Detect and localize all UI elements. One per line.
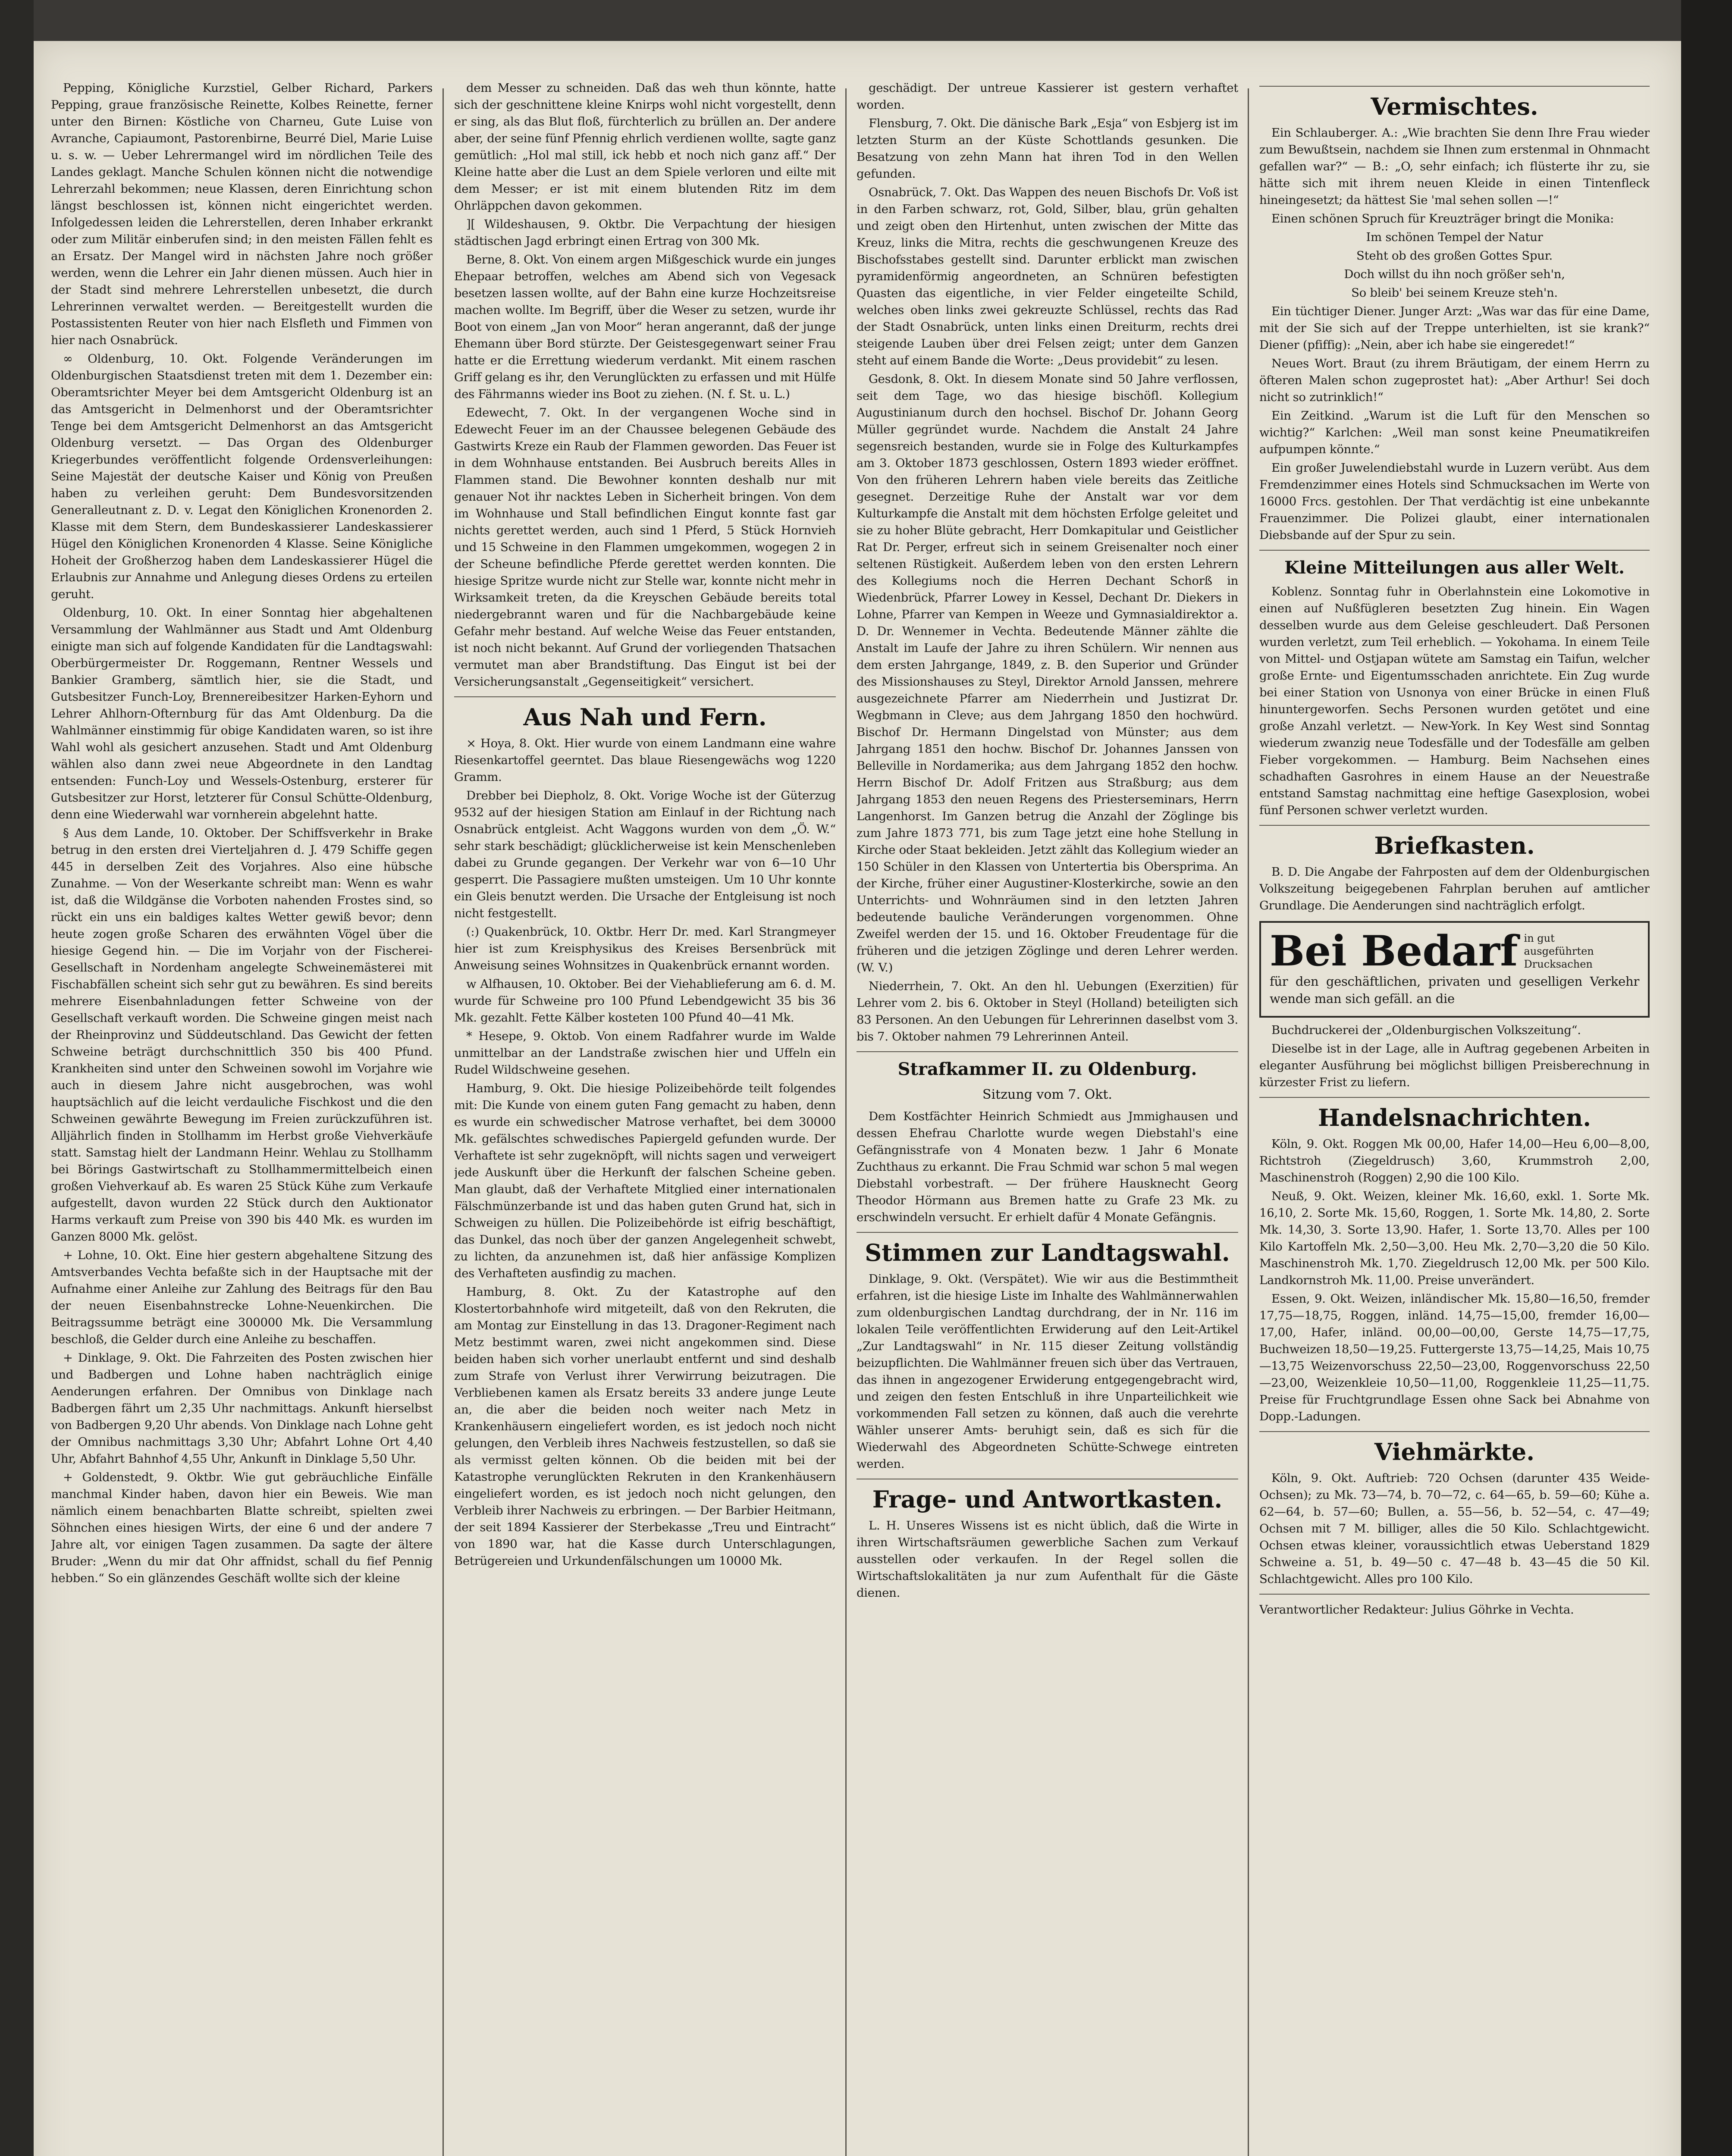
article-paragraph: Edewecht, 7. Okt. In der vergangenen Woche sind in Edewecht Feuer im an der Chaussee belegenen Gebäude des Gastwirts Kreze ein Raub der Flammen geworden. Das Feuer ist in dem Wohnhause entstanden. Bei Ausbruch bereits Alles in Flammen stand. Die Bewohner konnten deshalb nur mit genauer Not ihr nacktes Leben in Sicherheit bringen. Von dem im Wohnhause und Stall befindlichen Eingut konnte fast gar nichts gerettet werden, auch sind 1 Pferd, 5 Stück Hornvieh und 15 Schweine in den Flammen umgekommen, wogegen 2 in der Scheune befindliche Pferde gerettet werden konnten. Die hiesige Spritze wurde nicht zur Stelle war, konnte nicht mehr in Wirksamkeit treten, da die Kreyschen Gebäude bereits total niedergebrannt waren und für die Nachbargebäude keine Gefahr mehr bestand. Auf welche Weise das Feuer entstanden, ist noch nicht bekannt. Auf Grund der vorliegenden Thatsachen vermutet man aber Brandstiftung. Das Eingut ist bei der Versicherungsanstalt „Gegenseitigkeit“ versichert. bbox=[454, 406, 836, 689]
article-paragraph: × Hoya, 8. Okt. Hier wurde von einem Landmann eine wahre Riesenkartoffel geerntet. Das blaue Riesengewächs wog 1220 Gramm. bbox=[454, 736, 836, 784]
article-paragraph: + Goldenstedt, 9. Oktbr. Wie gut gebräuchliche Einfälle manchmal Kinder haben, davon hier ein Beweis. Wie man nämlich einem benachbarten Blatte schreibt, spielten zwei Söhnchen eines hiesigen Wirts, der eine 6 und der andere 7 Jahre alt, vor einigen Tagen zusammen. Da sagte der ältere Bruder: „Wenn du mir dat Ohr affnidst, schall du fief Pennig hebben.“ So ein glänzendes Geschäft wollte sich der kleine bbox=[51, 1470, 433, 1585]
verse-line: Doch willst du ihn noch größer seh'n, bbox=[1344, 267, 1565, 281]
article-paragraph: ][ Wildeshausen, 9. Oktbr. Die Verpachtung der hiesigen städtischen Jagd erbringt einen Ertrag von 300 Mk. bbox=[454, 217, 836, 248]
ad-side-text: in gut ausgeführten Drucksachen bbox=[1524, 932, 1594, 970]
section-rule bbox=[454, 696, 836, 697]
column-1 bbox=[51, 80, 433, 2156]
column-3 bbox=[857, 80, 1238, 2156]
editor-line: Verantwortlicher Redakteur: Julius Göhrke in Vechta. bbox=[1259, 1603, 1574, 1617]
article-paragraph: Buchdruckerei der „Oldenburgischen Volkszeitung“. bbox=[1271, 1023, 1581, 1037]
article-paragraph: Flensburg, 7. Okt. Die dänische Bark „Esja“ von Esbjerg ist im letzten Sturm an der Küste Schottlands gesunken. Die Besatzung von zehn Mann hat ihren Tod in den Wellen gefunden. bbox=[857, 116, 1238, 181]
section-heading: Strafkammer II. zu Oldenburg. bbox=[897, 1059, 1197, 1079]
article-paragraph: Essen, 9. Okt. Weizen, inländischer Mk. 15,80—16,50, fremder 17,75—18,75, Roggen, inländ. 14,75—15,00, fremder 16,00—17,00, Hafer, inländ. 00,00—00,00, Gerste 14,75—17,75, Buchweizen 18,50—19,25. Futtergerste 13,75—14,25, Mais 10,75—13,75 Weizenvorschuss 22,50—23,00, Roggenvorschuss 22,50—23,00, Weizenkleie 10,50—11,00, Roggenkleie 11,25—11,75. Preise für Fruchtgrundlage Essen ohne Sack bei Abnahme von Dopp.-Ladungen. bbox=[1259, 1292, 1650, 1423]
article-paragraph: § Aus dem Lande, 10. Oktober. Der Schiffsverkehr in Brake betrug in den ersten drei Vierteljahren d. J. 479 Schiffe gegen 445 in derselben Zeit des Vorjahres. Also eine hübsche Zunahme. — Von der Weserkante schreibt man: Wenn es wahr ist, daß die Wildgänse die Vorboten nahenden Frostes sind, so rückt ein uns ein baldiges kaltes Wetter gewiß bevor; denn heute zogen große Scharen des erwähnten Vögel über die hiesige Gegend hin. — Die im Vorjahr von der Fischerei-Gesellschaft in Nordenham angelegte Schweinemästerei mit Fischabfällen scheint sich sehr gut zu bewähren. Es sind bereits mehrere Eisenbahnladungen fetter Schweine von der Gesellschaft verkauft worden. Die Schweine gingen meist nach der Rheinprovinz und Süddeutschland. Das Gewicht der fetten Schweine beträgt durchschnittlich 350 bis 400 Pfund. Krankheiten sind unter den Schweinen sowohl im Vorjahre wie auch in diesem Jahre nicht ausgebrochen, was wohl hauptsächlich auf die leicht verdauliche Fischkost und die den Schweinen gewährte Bewegung im Freien zurückzuführen ist. Alljährlich finden in Stollhamm im Herbst große Viehverkäufe statt. Samstag hielt der Landmann Heinr. Wehlau zu Stollhamm bei Börings Gastwirtschaft zu Stollhammermittelbeich einen großen Viehverkauf ab. Es waren 25 Stück Kühe zum Verkaufe aufgestellt, davon wurden 22 Stück durch den Auktionator Harms verkauft zum Preise von 390 bis 440 Mk. es wurden im Ganzen 8000 Mk. gelöst. bbox=[51, 826, 433, 1244]
article-paragraph: Dem Kostfächter Heinrich Schmiedt aus Jmmighausen und dessen Ehefrau Charlotte wurde wegen Diebstahl's eine Gefängnisstrafe von 4 Monaten bezw. 1 Jahr 6 Monate Zuchthaus zu erkannt. Die Frau Schmid war schon 5 mal wegen Diebstahl vorbestraft. — Der frühere Hausknecht Georg Theodor Hörmann aus Bremen hatte zu Grafe 23 Mk. zu erschwindeln versucht. Er erhielt dafür 4 Monate Gefängnis. bbox=[857, 1109, 1238, 1224]
newspaper-page bbox=[34, 41, 1681, 2156]
section-rule bbox=[857, 1232, 1238, 1233]
article-paragraph: B. D. Die Angabe der Fahrposten auf dem der Oldenburgischen Volkszeitung beigegebenen Fahrplan beruhen auf amtlicher Grundlage. Die Aenderungen sind nachträglich erfolgt. bbox=[1259, 865, 1650, 912]
article-paragraph: Pepping, Königliche Kurzstiel, Gelber Richard, Parkers Pepping, graue französische Reinette, Kolbes Reinette, ferner unter den Birnen: Köstliche von Charneu, Gute Luise von Avranche, Capiaumont, Pastorenbirne, Beurré Diel, Marie Luise u. s. w. — Ueber Lehrermangel wird im nördlichen Teile des Landes geklagt. Manche Schulen können nicht die notwendige Lehrerzahl bekommen; neue Klassen, deren Einrichtung schon längst beschlossen ist, können nicht eingerichtet werden. Infolgedessen leiden die Lehrerstellen, deren Inhaber erkrankt oder zum Militär einberufen sind; in den meisten Fällen fehlt es an Ersatz. Der Mangel wird in nächsten Jahre noch größer werden, wenn die Lehrer ein Jahr dienen müssen. Auch hier in der Stadt sind mehrere Lehrerstellen unbesetzt, die durch Lehrerinnen verwaltet werden. — Bereitgestellt wurden die Postassistenten Reuter von hier nach Elsfleth und Fimmen von hier nach Osnabrück. bbox=[51, 81, 433, 347]
article-paragraph: Ein großer Juwelendiebstahl wurde in Luzern verübt. Aus dem Fremdenzimmer eines Hotels sind Schmucksachen im Werte von 16000 Frcs. gestohlen. Der That verdächtig ist eine unbekannte Frauenzimmer. Die Polizei glaubt, einer internationalen Diebsbande auf der Spur zu sein. bbox=[1259, 461, 1650, 542]
article-paragraph: Ein tüchtiger Diener. Junger Arzt: „Was war das für eine Dame, mit der Sie sich auf der Treppe unterhielten, ist sie krank?“ Diener (pfiffig): „Nein, aber ich habe sie eingeredet!“ bbox=[1259, 304, 1650, 352]
article-paragraph: dem Messer zu schneiden. Daß das weh thun könnte, hatte sich der geschnittene kleine Knirps wohl nicht vorgestellt, denn er sing, als das Blut floß, fürchterlich zu brüllen an. Der andere aber, der seine fünf Pfennig ehrlich verdienen wollte, sagte ganz gemütlich: „Hol mal still, ick hebb et noch nich ganz aff.“ Der Kleine hatte aber die Lust an dem Spiele verloren und eilte mit dem Messer; er ist mit einem blutenden Ritz im dem Ohrläppchen davon gekommen. bbox=[454, 81, 836, 213]
column-rule bbox=[442, 88, 444, 2156]
section-rule bbox=[1259, 86, 1650, 87]
left-binding-edge bbox=[0, 0, 34, 2156]
column-2 bbox=[454, 80, 836, 2156]
section-rule bbox=[1259, 825, 1650, 826]
verse-line: So bleib' bei seinem Kreuze steh'n. bbox=[1351, 286, 1558, 300]
article-paragraph: Köln, 9. Okt. Roggen Mk 00,00, Hafer 14,00—Heu 6,00—8,00, Richtstroh (Ziegeldrusch) 3,60, Krummstroh 2,00, Maschinenstroh (Roggen) 2,90 die 100 Kilo. bbox=[1259, 1137, 1650, 1185]
section-rule bbox=[857, 1051, 1238, 1052]
verse-line: Steht ob des großen Gottes Spur. bbox=[1356, 249, 1553, 263]
article-paragraph: Berne, 8. Okt. Von einem argen Mißgeschick wurde ein junges Ehepaar betroffen, welches am Abend sich von Vegesack besetzen lassen wollte, auf der Bahn eine kurze Hochzeitsreise machen wollte. Im Begriff, über die Weser zu setzen, wurde ihr Boot von einem „Jan von Moor“ heran angerannt, daß der junge Ehemann über Bord stürzte. Der Geistesgegenwart seiner Frau hatte er die Errettung wiederum verdankt. Mit einem raschen Griff gelang es ihr, den Verunglückten zu erfassen und mit Hülfe des Fährmanns wieder ins Boot zu ziehen. (N. f. St. u. L.) bbox=[454, 253, 836, 401]
column-rule bbox=[1248, 88, 1249, 2156]
section-heading: Briefkasten. bbox=[1374, 832, 1535, 859]
article-paragraph: Ein Zeitkind. „Warum ist die Luft für den Menschen so wichtig?“ Karlchen: „Weil man sonst keine Pneumatikreifen aufpumpen könnte.“ bbox=[1259, 409, 1650, 456]
section-heading: Stimmen zur Landtagswahl. bbox=[865, 1239, 1230, 1266]
article-paragraph: Neues Wort. Braut (zu ihrem Bräutigam, der einem Herrn zu öfteren Malen schon zugeprostet hat): „Aber Arthur! Sei doch nicht so zutrinklich!“ bbox=[1259, 357, 1650, 404]
advertisement-box bbox=[1259, 921, 1650, 1018]
article-paragraph: Koblenz. Sonntag fuhr in Oberlahnstein eine Lokomotive in einen auf Nußfügleren besetzten Zug hinein. Ein Wagen desselben wurde aus dem Geleise geschleudert. Daß Personen wurden verletzt, zum Teil erheblich. — Yokohama. In einem Teile von Mittel- und Ostjapan wütete am Samstag ein Taifun, welcher große Ernte- und Eigentumsschaden anrichtete. Ein Zug wurde bei einer Station von Usnonya von einer Brücke in einen Fluß hinuntergeworfen. Sechs Personen wurden getötet und eine große Anzahl verletzt. — New-York. In Key West sind Sonntag wiederum zwanzig neue Todesfälle und der Todesfälle am gelben Fieber vorgekommen. — Hamburg. Beim Nachsehen eines schadhaften Gasrohres in einem Hause an der Neuestraße entstand Samstag nachmittag eine heftige Gasexplosion, wobei fünf Personen schwer verletzt wurden. bbox=[1259, 585, 1650, 817]
article-paragraph: * Hesepe, 9. Oktob. Von einem Radfahrer wurde im Walde unmittelbar an der Landstraße zwischen hier und Uffeln ein Rudel Wildschweine gesehen. bbox=[454, 1029, 836, 1077]
ad-body: für den geschäftlichen, privaten und geselligen Verkehr wende man sich gefäll. an die bbox=[1270, 974, 1639, 1006]
section-heading: Handelsnachrichten. bbox=[1318, 1104, 1591, 1131]
article-paragraph: Neuß, 9. Okt. Weizen, kleiner Mk. 16,60, exkl. 1. Sorte Mk. 16,10, 2. Sorte Mk. 15,60, Roggen, 1. Sorte Mk. 14,80, 2. Sorte Mk. 14,30, 3. Sorte 13,90. Hafer, 1. Sorte 13,70. Alles per 100 Kilo Kartoffeln Mk. 2,50—3,00. Heu Mk. 2,70—3,20 die 50 Kilo. Maschinenstroh Mk. 1,70. Ziegeldrusch 12,00 Mk. per 500 Kilo. Landkornstroh Mk. 11,00. Preise unverändert. bbox=[1259, 1189, 1650, 1287]
section-rule bbox=[1259, 1594, 1650, 1595]
column-4 bbox=[1259, 80, 1650, 2156]
article-paragraph: Köln, 9. Okt. Auftrieb: 720 Ochsen (darunter 435 Weide-Ochsen); zu Mk. 73—74, b. 70—72, c. 64—65, b. 59—60; Kühe a. 62—64, b. 57—60; Bullen, a. 55—56, b. 52—54, c. 47—49; Ochsen mit 7 M. billiger, alles die 50 Kilo. Schlachtgewicht. Ochsen etwas kleiner, voraussichtlich etwas Ueberstand 1829 Schweine a. 51, b. 49—50 c. 47—48 b. 43—45 die 50 Kil. Schlachtgewicht. Alles pro 100 Kilo. bbox=[1259, 1471, 1650, 1586]
ad-title: Bei Bedarf bbox=[1270, 927, 1518, 975]
article-paragraph: + Dinklage, 9. Okt. Die Fahrzeiten des Posten zwischen hier und Badbergen und Lohne haben nachträglich einige Aenderungen erfahren. Der Omnibus von Dinklage nach Badbergen fährt um 2,35 Uhr nachmittags. Ankunft hierselbst von Badbergen 9,20 Uhr abends. Von Dinklage nach Lohne geht der Omnibus nachmittags 3,30 Uhr; Abfahrt Lohne Ort 4,40 Uhr, Abfahrt Bahnhof 4,55 Uhr, Ankunft in Dinklage 5,50 Uhr. bbox=[51, 1351, 433, 1466]
article-paragraph: Drebber bei Diepholz, 8. Okt. Vorige Woche ist der Güterzug 9532 auf der hiesigen Station am Einlauf in der Richtung nach Osnabrück entgleist. Acht Waggons wurden von dem „Ö. W.“ sehr stark beschädigt; glücklicherweise ist kein Menschenleben dabei zu Grunde gegangen. Der Verkehr war von 6—10 Uhr gesperrt. Die Passagiere mußten umsteigen. Um 10 Uhr konnte ein Gleis benutzt werden. Die Ursache der Entgleisung ist noch nicht festgestellt. bbox=[454, 789, 836, 920]
section-heading: Vermischtes. bbox=[1371, 93, 1538, 120]
article-paragraph: Dieselbe ist in der Lage, alle in Auftrag gegebenen Arbeiten in eleganter Ausführung bei möglichst billigen Preisberechnung in kürzester Frist zu liefern. bbox=[1259, 1042, 1650, 1089]
section-rule bbox=[1259, 550, 1650, 551]
section-heading: Kleine Mitteilungen aus aller Welt. bbox=[1284, 558, 1625, 578]
article-paragraph: (:) Quakenbrück, 10. Oktbr. Herr Dr. med. Karl Strangmeyer hier ist zum Kreisphysikus des Kreises Bersenbrück mit Anweisung seines Wohnsitzes in Quakenbrück ernannt worden. bbox=[454, 925, 836, 972]
article-paragraph: + Lohne, 10. Okt. Eine hier gestern abgehaltene Sitzung des Amtsverbandes Vechta befaßte sich in der Hauptsache mit der Aufnahme einer Anleihe zur Zahlung des Beitrags für den Bau der neuen Eisenbahnstrecke Lohne-Neuenkirchen. Die Beitragssumme beträgt eine 300000 Mk. Die Versammlung beschloß, die Gelder durch eine Anleihe zu beschaffen. bbox=[51, 1248, 433, 1346]
section-heading: Frage- und Antwortkasten. bbox=[872, 1485, 1223, 1513]
article-paragraph: Oldenburg, 10. Okt. In einer Sonntag hier abgehaltenen Versammlung der Wahlmänner aus Stadt und Amt Oldenburg einigte man sich auf folgende Kandidaten für die Landtagswahl: Oberbürgermeister Dr. Roggemann, Rentner Wessels und Bankier Gramberg, sämtlich hier, sie die Stadt, und Gutsbesitzer Funch-Loy, Brennereibesitzer Harken-Eyhorn und Lehrer Ahlhorn-Ofternburg für das Amt Oldenburg. Da die Wahlmänner einstimmig für obige Kandidaten waren, so ist ihre Wahl wohl als gesichert anzusehen. Stadt und Amt Oldenburg wählen also dann zwei neue Abgeordnete in den Landtag entsenden: Funch-Loy und Wessels-Ostenburg, ersterer für Gutsbesitzer zur Horst, letzterer für Consul Schütte-Oldenburg, denn eine Wiederwahl war vornherein abgelehnt hatte. bbox=[51, 606, 433, 821]
article-paragraph: Hamburg, 8. Okt. Zu der Katastrophe auf den Klostertorbahnhofe wird mitgeteilt, daß von den Rekruten, die am Montag zur Einstellung in das 13. Dragoner-Regiment nach Metz bestimmt waren, zwei nicht angekommen sind. Diese beiden haben sich vorher unerlaubt entfernt und sind deshalb zum Strafe von Verlust ihrer Verwirrung beizutragen. Die Verbliebenen kamen als Ersatz bereits 33 andere junge Leute an, die aber die beiden noch weiter nach Metz in Krankenhäusern eingeliefert worden, es ist jedoch noch nicht gelungen, den Verbleib ihres Nachweis festzustellen, so daß sie als vermisst gelten können. Ob die beiden mit bei der Katastrophe verunglückten Rekruten in den Krankenhäusern eingeliefert worden, es ist jedoch noch nicht gelungen, den Verbleib ihrer Nachweis zu erbringen. — Der Barbier Heitmann, der seit 1894 Kassierer der Sterbekasse „Treu und Eintracht“ von 1890 war, hat die Kasse durch Unterschlagungen, Betrügereien und Urkundenfälschungen um 10000 Mk. bbox=[454, 1285, 836, 1568]
article-paragraph: Dinklage, 9. Okt. (Verspätet). Wie wir aus die Bestimmtheit erfahren, ist die hiesige Liste im Inhalte des Wahlmännerwahlen zum oldenburgischen Landtag durchdrang, der in Nr. 116 im lokalen Teile veröffentlichten Erwiderung auf den Leit-Artikel „Zur Landtagswahl“ in Nr. 115 dieser Zeitung vollständig beizupflichten. Die Wahlmänner freuen sich über das Vertrauen, das ihnen in angezogener Erwiderung entgegengebracht wird, und zeigen den festen Entschluß in ihre Unparteilichkeit wie vorkommenden Fall setzen zu können, daß auch die verehrte Wähler unserer Amts- beruhigt sein, daß es sich für die Wiederwahl des Abgeordneten Schütte-Schwege eintreten werden. bbox=[857, 1272, 1238, 1471]
section-rule bbox=[1259, 1097, 1650, 1098]
section-heading: Viehmärkte. bbox=[1374, 1438, 1535, 1466]
article-paragraph: Hamburg, 9. Okt. Die hiesige Polizeibehörde teilt folgendes mit: Die Kunde von einem guten Fang gemacht zu haben, denn es wurde ein schwedischer Matrose verhaftet, bei dem 30000 Mk. gefälschtes schwedisches Papiergeld gefunden wurde. Der Verhaftete ist sehr zugeknöpft, will nichts sagen und verweigert jede Auskunft über die Herkunft der falschen Scheine geben. Man glaubt, daß der Verhaftete Mitglied einer internationalen Fälschmünzerbande ist und das haben guten Grund hat, sich in Schweigen zu hüllen. Die Polizeibehörde ist eifrig beschäftigt, das Dunkel, das noch über der ganzen Angelegenheit schwebt, zu lichten, da anzunehmen ist, daß hier anfässige Komplizen des Verhafteten ausfindig zu machen. bbox=[454, 1081, 836, 1280]
section-rule bbox=[1259, 1431, 1650, 1432]
article-paragraph: Ein Schlauberger. A.: „Wie brachten Sie denn Ihre Frau wieder zum Bewußtsein, nachdem sie Ihnen zum erstenmal in Ohnmacht gefallen war?“ — B.: „O, sehr einfach; ich flüsterte ihr zu, sie hätte sich mit ihrem neuen Kleide in einen Tintenfleck hineingesetzt; da hättest Sie 'mal sehen sollen —!“ bbox=[1259, 126, 1650, 207]
column-rule bbox=[845, 88, 847, 2156]
article-paragraph: Osnabrück, 7. Okt. Das Wappen des neuen Bischofs Dr. Voß ist in den Farben schwarz, rot, Gold, Silber, blau, grün gehalten und zeigt oben den Hirtenhut, unten zwischen der Mitte das Kreuz, links die Mitra, rechts die geschwungenen Kreuze des Bischofsstabes gestellt sind. Darunter erblickt man zwischen pyramidenförmig angeordneten, an Schnüren befestigten Quasten das eigentliche, in vier Felder eingeteilte Schild, welches oben links zwei gekreuzte Schlüssel, rechts das Rad der Stadt Osnabrück, unten links einen Dreiturm, rechts drei steigende Lauben über drei Felsen zeigt; unter dem Ganzen steht auf einem Bande die Worte: „Deus providebit“ zu lesen. bbox=[857, 185, 1238, 367]
verse-line: Im schönen Tempel der Natur bbox=[1366, 230, 1543, 244]
section-heading: Aus Nah und Fern. bbox=[523, 703, 767, 731]
article-paragraph: w Alfhausen, 10. Oktober. Bei der Viehablieferung am 6. d. M. wurde für Schweine pro 100 Pfund Lebendgewicht 35 bis 36 Mk. gezahlt. Fette Kälber kosteten 100 Pfund 40—41 Mk. bbox=[454, 977, 836, 1025]
article-paragraph: Gesdonk, 8. Okt. In diesem Monate sind 50 Jahre verflossen, seit dem Tage, wo das hiesige bischöfl. Kollegium Augustinianum durch den hochsel. Bischof Dr. Johann Georg Müller gegründet wurde. Nachdem die Anstalt 24 Jahre segensreich bestanden, wurde sie in Folge des Kulturkampfes am 3. Oktober 1873 geschlossen, Ostern 1893 wieder eröffnet. Von den früheren Lehrern haben viele bereits das Zeitliche gesegnet. Derzeitige Ruhe der Anstalt war vor dem Kulturkampfe die Anstalt mit dem höchsten Erfolge geleitet und sie zu hoher Blüte gebracht, Herr Domkapitular und Geistlicher Rat Dr. Perger, erfreut sich in seinem Greisenalter noch einer seltenen Rüstigkeit. Außerdem leben von den ersten Lehrern des Kollegiums noch die Herren Dechant Schorß in Wiedenbrück, Pfarrer Lowey in Kessel, Dechant Dr. Diekers in Lohne, Pfarrer van Kempen in Weeze und Gymnasialdirektor a. D. Dr. Wennemer in Vechta. Bedeutende Männer zählte die Anstalt im Laufe der Jahre zu ihren Schülern. Wir nennen aus dem ersten Jahrgange, 1849, z. B. den Superior und Gründer des Missionshauses zu Steyl, Direktor Arnold Janssen, mehrere ausgezeichnete Pfarrer am Niederrhein und Justizrat Dr. Wegbmann in Cleve; aus dem Jahrgang 1850 den hochwürd. Bischof Dr. Hermann Dingelstad von Münster; aus dem Jahrgang 1851 den hochw. Bischof Dr. Johannes Janssen von Belleville in Nordamerika; aus dem Jahrgang 1852 den hochw. Herrn Bischof Dr. Adolf Fritzen aus Straßburg; aus dem Jahrgang 1853 den neuen Regens des Priesterseminars, Herrn Langenhorst. Im Ganzen betrug die Anzahl der Zöglinge bis zum Jahre 1873 771, bis zum Tage jetzt eine hohe Stellung in Kirche oder Staat bekleiden. Jetzt zählt das Kollegium wieder an 150 Schüler in den Klassen von Untertertia bis Obersprima. An der Kirche, früher einer Augustiner-Klosterkirche, sowie an den Unterrichts- und Wohnräumen sind in den letzten Jahren bedeutende bauliche Veränderungen vorgenommen. Ohne Zweifel werden der 15. und 16. Oktober Freudentage für die früheren und die jetzigen Zöglinge und deren Lehrer werden. (W. V.) bbox=[857, 372, 1238, 975]
article-paragraph: ∞ Oldenburg, 10. Okt. Folgende Veränderungen im Oldenburgischen Staatsdienst treten mit dem 1. Dezember ein: Oberamtsrichter Meyer bei dem Amtsgericht Oldenburg ist an das Amtsgericht in Delmenhorst und der Oberamtsrichter Tenge bei dem Amtsgericht Delmenhorst an das Amtsgericht Oldenburg versetzt. — Das Organ des Oldenburger Kriegerbundes veröffentlicht folgende Ordensverleihungen: Seine Majestät der deutsche Kaiser und König von Preußen haben zu verleihen geruht: Dem Bundesvorsitzenden Generalleutnant z. D. v. Legat den Königlichen Kronenorden 2. Klasse mit dem Stern, dem Bundeskassierer Landeskassierer Hügel den Königlichen Kronenorden 4 Klasse. Seine Königliche Hoheit der Großherzog haben dem Landeskassierer Hügel die Erlaubnis zur Annahme und Anlegung dieses Ordens zu erteilen geruht. bbox=[51, 352, 433, 601]
article-paragraph: geschädigt. Der untreue Kassierer ist gestern verhaftet worden. bbox=[857, 81, 1238, 112]
section-subheading: Sitzung vom 7. Okt. bbox=[982, 1087, 1112, 1102]
article-paragraph: Niederrhein, 7. Okt. An den hl. Uebungen (Exerzitien) für Lehrer vom 2. bis 6. Oktober in Steyl (Holland) beteiligten sich 83 Personen. An den Uebungen für Lehrerinnen daselbst vom 3. bis 7. Oktober nahmen 79 Lehrerinnen Anteil. bbox=[857, 979, 1238, 1044]
article-paragraph: L. H. Unseres Wissens ist es nicht üblich, daß die Wirte in ihren Wirtschaftsräumen gewerbliche Sachen zum Verkauf ausstellen oder verkaufen. In der Regel sollen die Wirtschaftslokalitäten ja nur zum Aufenthalt für die Gäste dienen. bbox=[857, 1519, 1238, 1600]
right-binding-edge bbox=[1681, 0, 1732, 2156]
article-paragraph: Einen schönen Spruch für Kreuzträger bringt die Monika: bbox=[1271, 212, 1614, 226]
